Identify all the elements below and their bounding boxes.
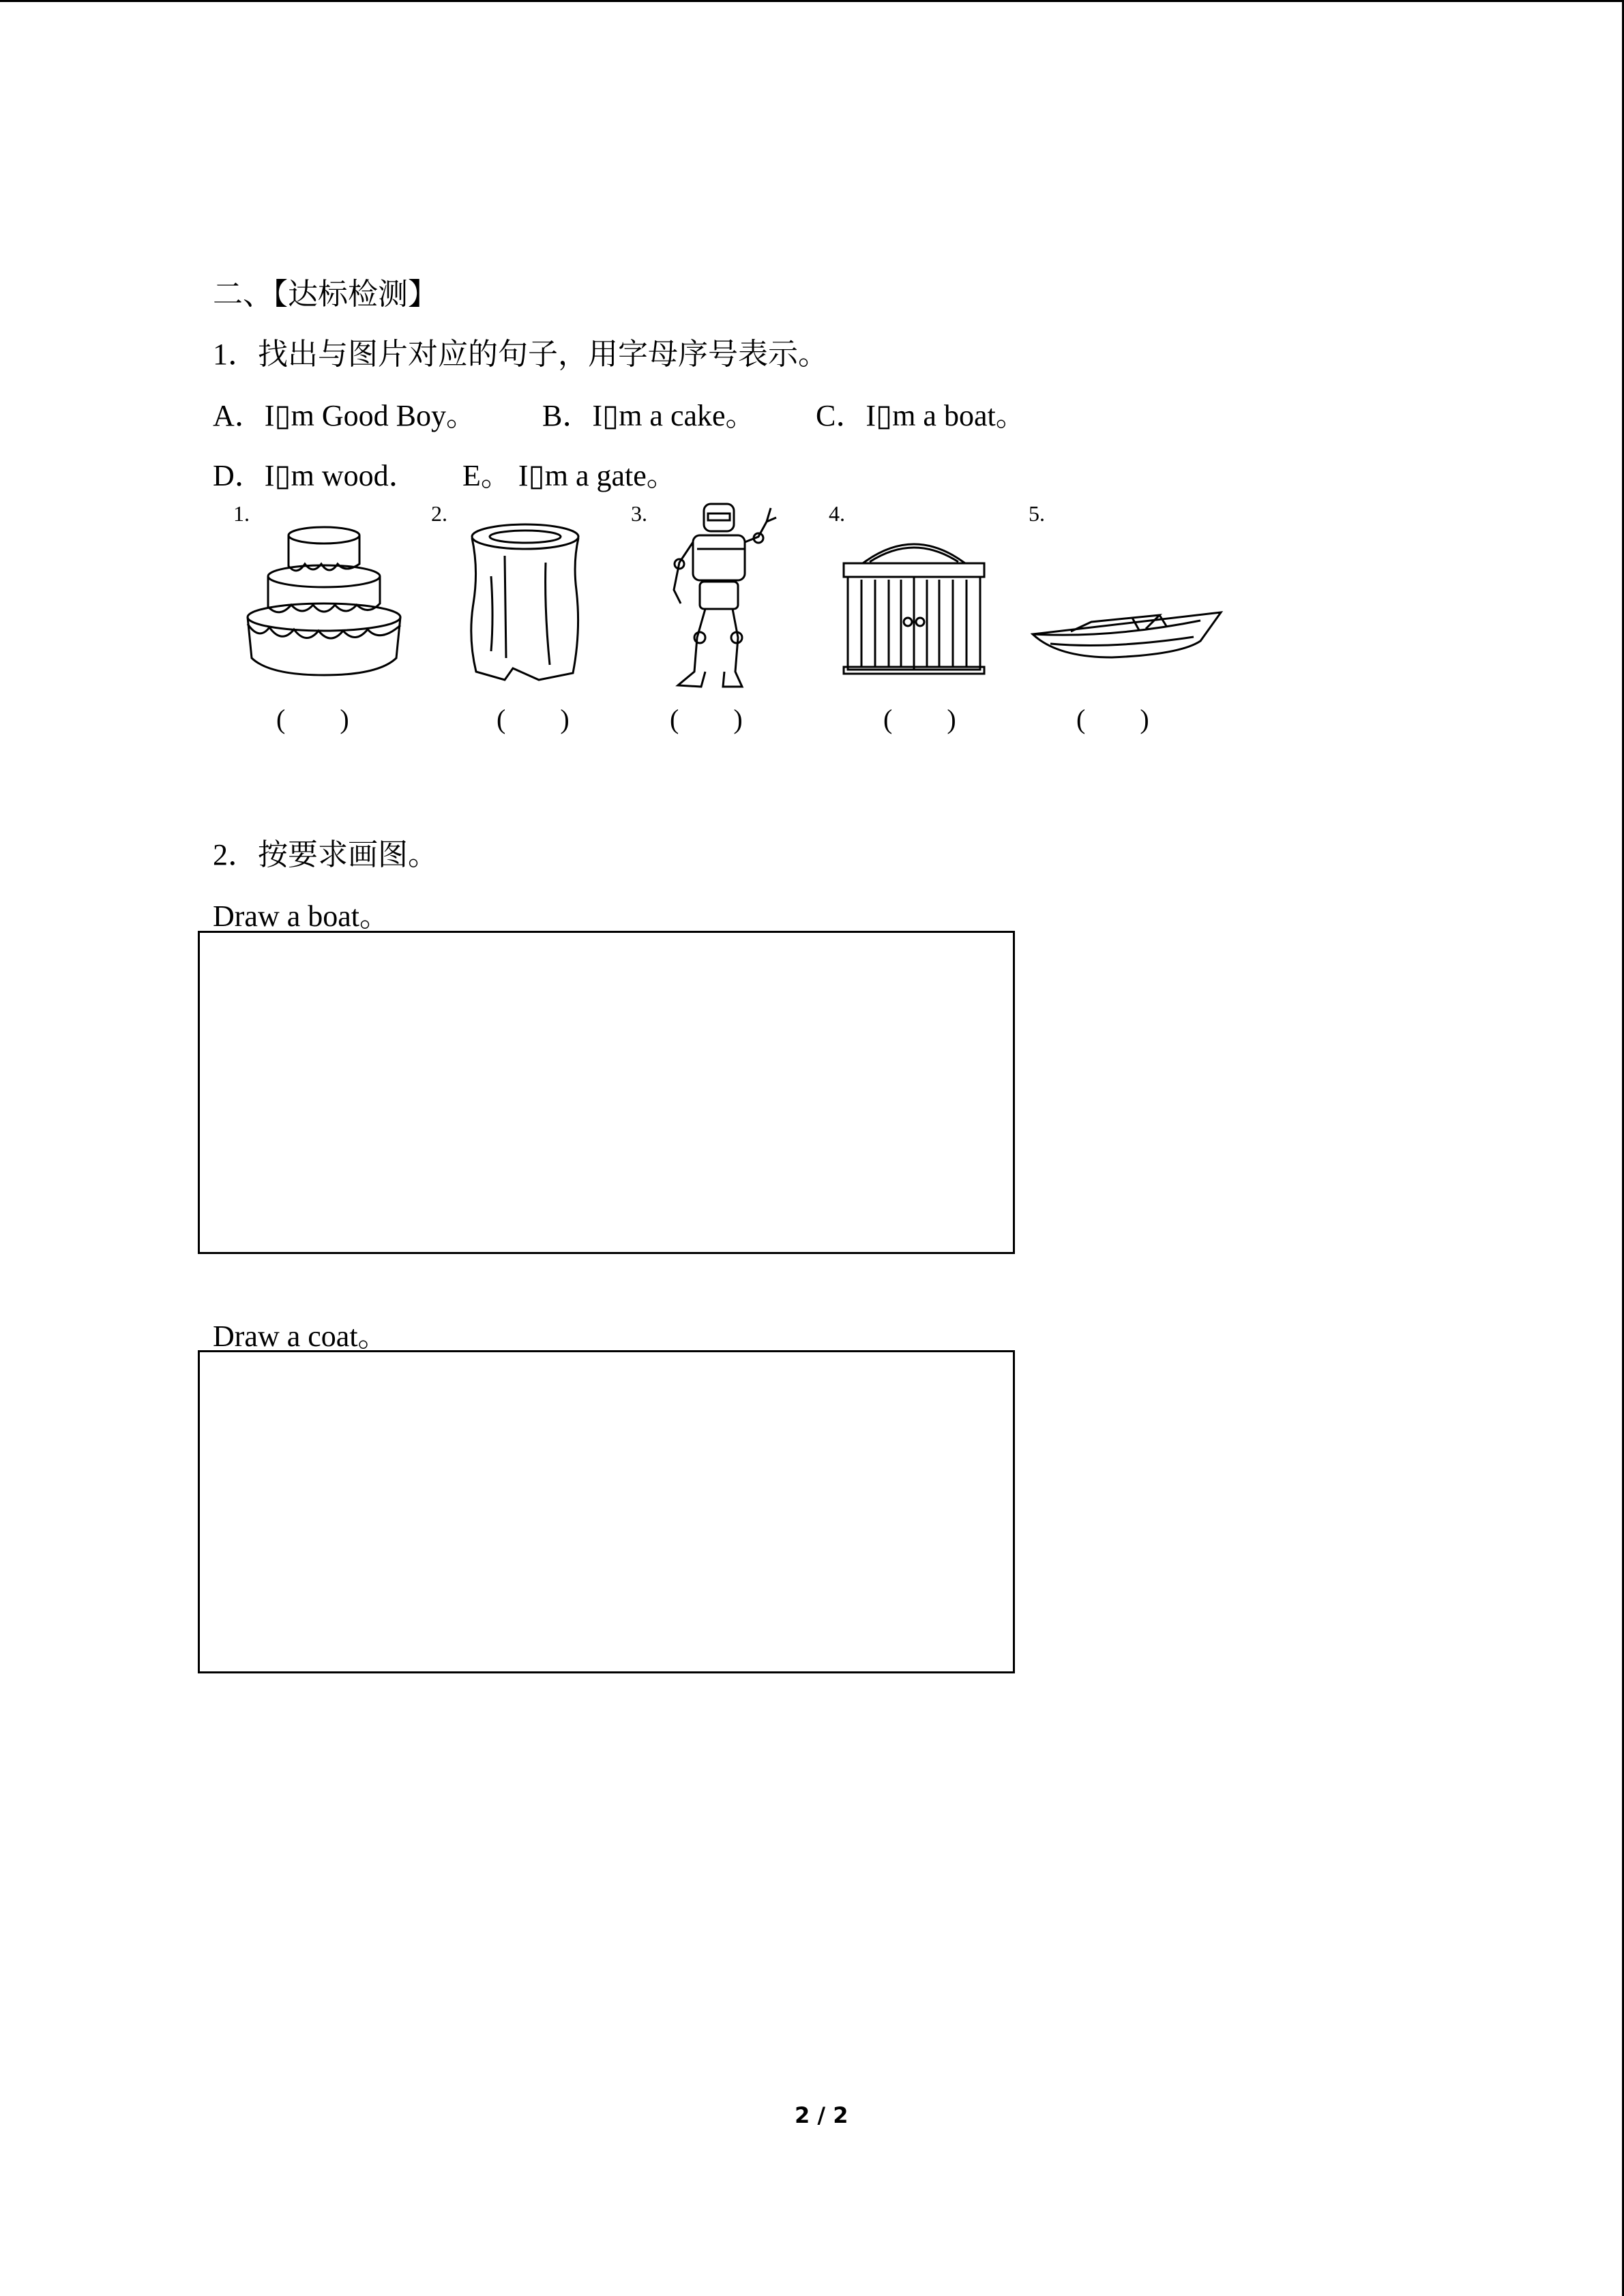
option-d: D．I▯m wood．: [213, 459, 419, 492]
picture-number-1: 1.: [233, 501, 250, 526]
gate-icon: [842, 539, 986, 675]
boat-icon: [1030, 607, 1224, 668]
answer-blank-2[interactable]: ( ): [497, 704, 570, 734]
draw-prompt-coat: Draw a coat。: [213, 1320, 388, 1353]
answer-blank-3[interactable]: ( ): [670, 704, 743, 734]
picture-number-5: 5.: [1029, 501, 1045, 526]
picture-number-4: 4.: [829, 501, 845, 526]
wood-log-icon: [464, 522, 587, 689]
draw-prompt-boat: Draw a boat。: [213, 899, 390, 933]
page-border-top: [0, 0, 1624, 2]
robot-icon: [662, 501, 781, 696]
answer-blank-1[interactable]: ( ): [276, 704, 349, 734]
option-a: A．I▯m Good Boy。: [213, 399, 476, 432]
answer-blank-4[interactable]: ( ): [883, 704, 956, 734]
draw-area-boat[interactable]: [198, 931, 1015, 1254]
question2-title: 2．按要求画图。: [213, 838, 438, 871]
picture-number-2: 2.: [431, 501, 447, 526]
question1-title: 1．找出与图片对应的句子，用字母序号表示。: [213, 338, 828, 371]
section-title: 二、【达标检测】: [213, 278, 438, 311]
answer-blank-5[interactable]: ( ): [1076, 704, 1149, 734]
option-c: C．I▯m a boat。: [816, 399, 1026, 432]
picture-number-3: 3.: [631, 501, 647, 526]
option-e: E。 I▯m a gate。: [462, 459, 677, 492]
draw-area-coat[interactable]: [198, 1350, 1015, 1673]
page-number: 2 / 2: [795, 2102, 848, 2128]
cake-icon: [242, 522, 406, 682]
option-b: B．I▯m a cake。: [542, 399, 756, 432]
